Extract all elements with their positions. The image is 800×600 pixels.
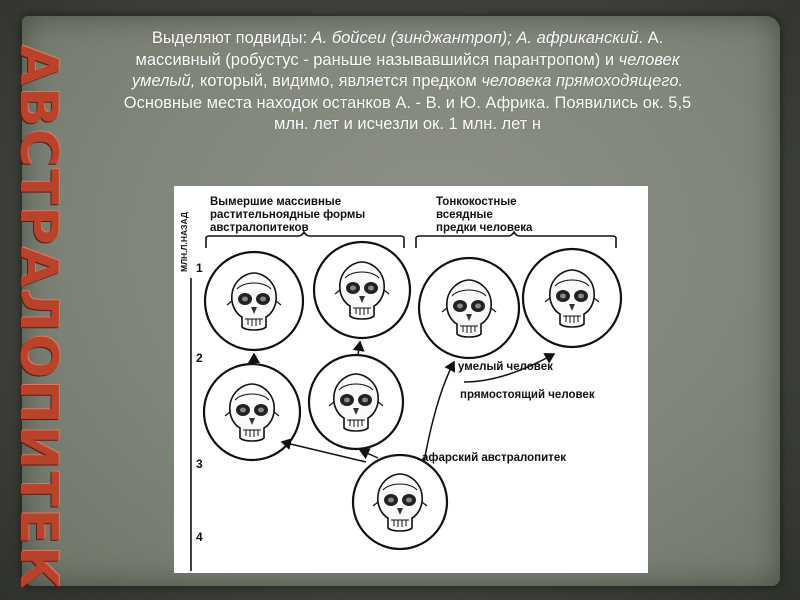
- label-afarensis: афарский австралопитек: [422, 452, 566, 464]
- evolution-diagram: [174, 186, 648, 573]
- description-run-1: А. бойсеи (зинджантроп); А. африканский: [311, 29, 639, 47]
- skull-habilis: [419, 258, 519, 358]
- skull-africanus: [204, 364, 300, 460]
- label-habilis: умелый человек: [458, 361, 553, 373]
- brace-right: [416, 232, 616, 248]
- group-left-line1: Вымершие массивные: [210, 196, 342, 208]
- group-right-line3: предки человека: [436, 222, 533, 234]
- skull-robustus-top: [205, 252, 303, 350]
- group-left-line2: растительноядные формы: [210, 209, 366, 221]
- description-run-2: . А. массивный (робустус - раньше называвшийся парантропом) и: [135, 29, 664, 69]
- description-run-3: человек умелый,: [131, 50, 680, 91]
- vertical-title: АВСТРАЛОПИТЕК: [8, 45, 68, 591]
- axis-label: МЛН.Л.НАЗАД: [179, 212, 189, 272]
- skull-afarensis: [353, 455, 447, 549]
- label-erectus: прямостоящий человек: [460, 389, 595, 401]
- skull-robustus-early: [309, 355, 403, 449]
- description-run-4: который, видимо, является предком: [195, 72, 482, 91]
- tick-1: 1: [196, 261, 203, 275]
- tick-2: 2: [196, 351, 203, 365]
- tick-3: 3: [196, 457, 203, 471]
- description-run-0: Выделяют подвиды:: [151, 29, 312, 47]
- group-right-line1: Тонкокостные: [436, 196, 517, 208]
- group-right-line2: всеядные: [436, 209, 493, 221]
- description-run-6: Основные места находок останков А. - В. и Ю. Африка. Появились ок. 5,5 млн. лет и исчезли ок. 1 млн. лет н: [123, 93, 692, 134]
- group-left-line3: австралопитеков: [210, 222, 309, 234]
- description-text: [120, 28, 695, 136]
- skull-boisei-top: [314, 242, 410, 338]
- skull-erectus: [523, 249, 621, 347]
- description-run-5: человека прямоходящего.: [481, 72, 684, 91]
- diagram-svg: [174, 186, 648, 573]
- tick-4: 4: [196, 530, 203, 544]
